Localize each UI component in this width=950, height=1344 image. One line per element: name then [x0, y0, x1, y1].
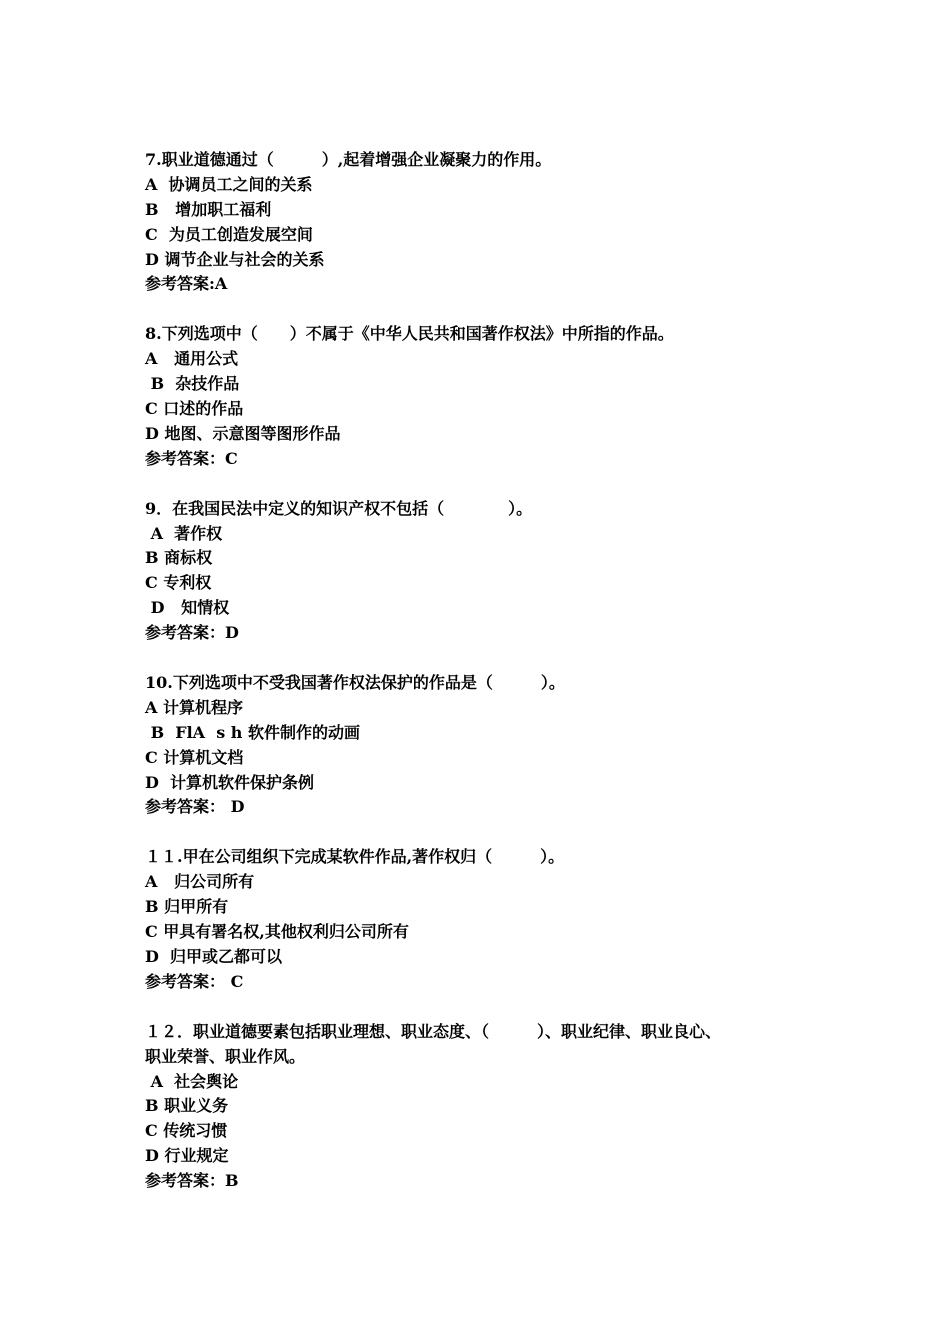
question-7 — [145, 148, 845, 297]
option-d: D 知情权 — [145, 598, 230, 618]
answer-line: 参考答案:A — [145, 274, 228, 294]
option-b: B 杂技作品 — [145, 374, 240, 394]
question-stem: 10.下列选项中不受我国著作权法保护的作品是（ ）。 — [145, 673, 565, 693]
answer-line: 参考答案： D — [145, 797, 245, 817]
option-d: D 行业规定 — [145, 1146, 229, 1166]
question-8 — [145, 322, 845, 471]
question-stem: １１.甲在公司组织下完成某软件作品,著作权归（ ）。 — [145, 847, 565, 867]
question-stem: 9．在我国民法中定义的知识产权不包括（ ）。 — [145, 498, 533, 518]
option-b: B 职业义务 — [145, 1096, 229, 1116]
option-c: C 口述的作品 — [145, 399, 244, 419]
question-10 — [145, 671, 845, 820]
question-stem: 7.职业道德通过（ ）,起着增强企业凝聚力的作用。 — [145, 150, 552, 169]
option-a: A 社会舆论 — [145, 1071, 239, 1091]
option-c: C 传统习惯 — [145, 1121, 228, 1141]
option-b: B 商标权 — [145, 548, 213, 568]
option-c: C 专利权 — [145, 573, 212, 593]
option-a: A 协调员工之间的关系 — [145, 174, 313, 194]
option-c: C 计算机文档 — [145, 747, 244, 767]
option-d: D 计算机软件保护条例 — [145, 772, 315, 792]
question-9 — [145, 497, 845, 646]
option-b: B FlA s h 软件制作的动画 — [145, 722, 361, 742]
question-stem-continued: 职业荣誉、职业作风。 — [145, 1046, 306, 1066]
question-12 — [145, 1020, 845, 1194]
question-stem: １２．职业道德要素包括职业理想、职业态度、（ ）、职业纪律、职业良心、 — [145, 1021, 722, 1041]
option-d: D 归甲或乙都可以 — [145, 946, 283, 966]
document-page — [145, 148, 845, 1219]
option-c: C 甲具有署名权,其他权利归公司所有 — [145, 922, 409, 942]
answer-line: 参考答案：C — [145, 448, 238, 468]
option-d: D 地图、示意图等图形作品 — [145, 423, 341, 443]
option-a: A 通用公式 — [145, 349, 239, 369]
answer-line: 参考答案：D — [145, 623, 239, 643]
answer-line: 参考答案：B — [145, 1171, 239, 1191]
option-b: B 增加职工福利 — [145, 199, 272, 219]
question-11 — [145, 845, 845, 994]
option-a: A 著作权 — [145, 523, 223, 543]
option-a: A 归公司所有 — [145, 872, 255, 892]
option-c: C 为员工创造发展空间 — [145, 224, 313, 244]
answer-line: 参考答案： C — [145, 971, 244, 991]
option-b: B 归甲所有 — [145, 897, 229, 917]
option-d: D 调节企业与社会的关系 — [145, 249, 325, 269]
question-stem: 8.下列选项中（ ）不属于《中华人民共和国著作权法》中所指的作品。 — [145, 324, 674, 344]
option-a: A 计算机程序 — [145, 697, 243, 717]
